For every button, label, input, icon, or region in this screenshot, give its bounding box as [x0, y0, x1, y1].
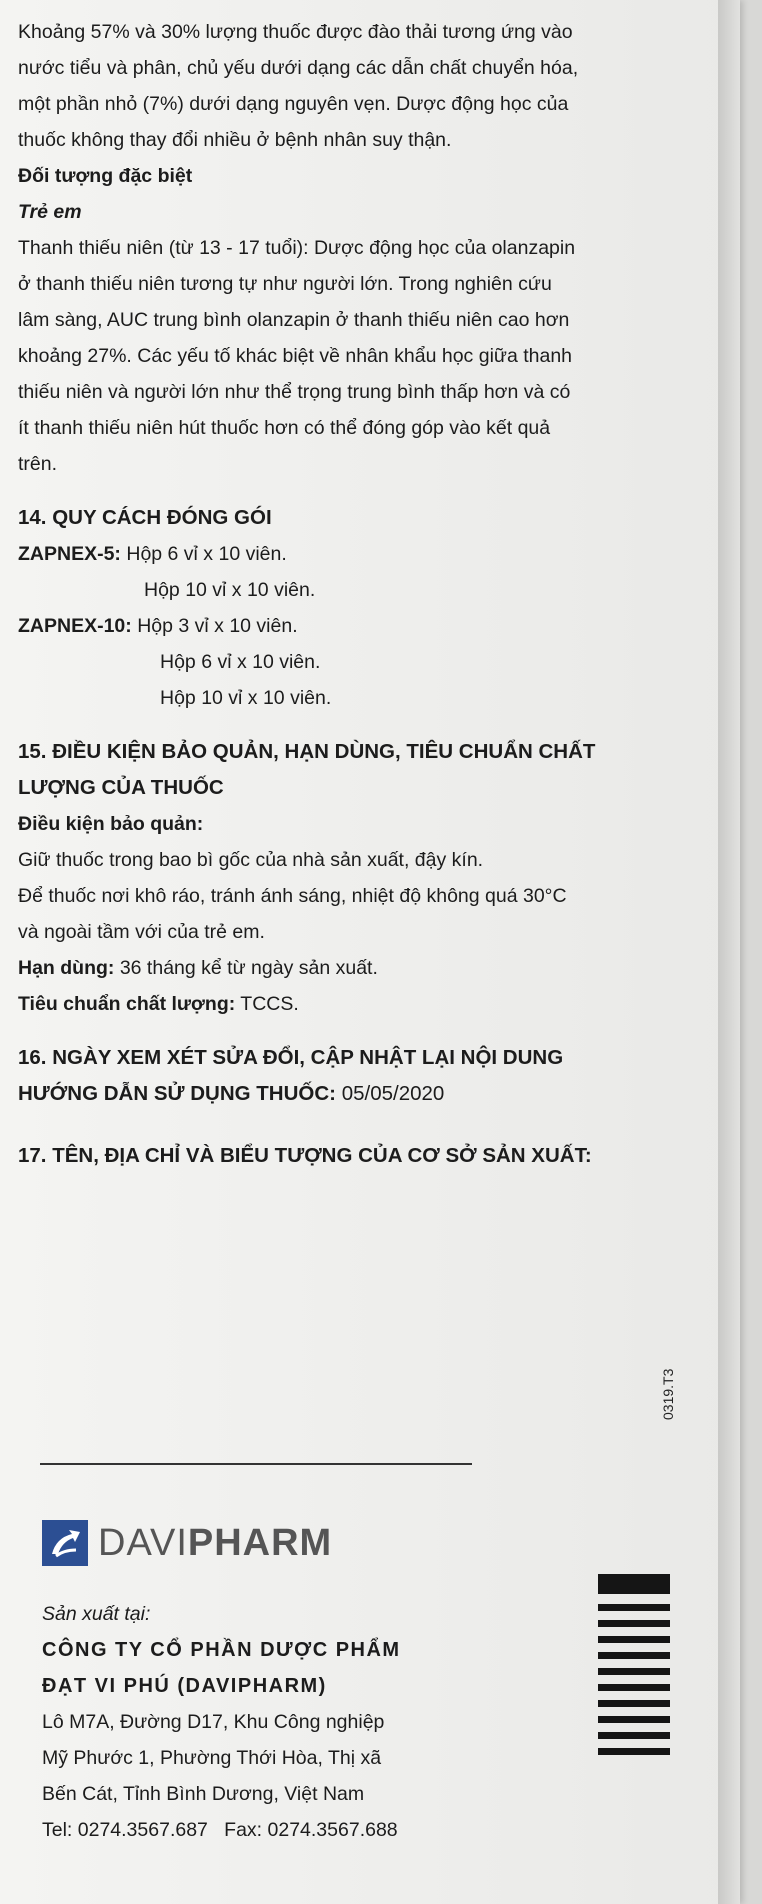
text-line: Khoảng 57% và 30% lượng thuốc được đào thải tương ứng vào [18, 21, 573, 43]
section-16-heading-cont: HƯỚNG DẪN SỬ DỤNG THUỐC: [18, 1082, 336, 1105]
telephone: Tel: 0274.3567.687 [42, 1819, 208, 1841]
text-line: khoảng 27%. Các yếu tố khác biệt về nhân khẩu học giữa thanh [18, 345, 573, 367]
address-line: Bến Cát, Tỉnh Bình Dương, Việt Nam [42, 1783, 365, 1805]
children-subheading: Trẻ em [18, 201, 82, 223]
intro-paragraph [18, 14, 718, 158]
children-paragraph [18, 230, 718, 482]
pack-item: Hộp 6 vỉ x 10 viên. [160, 651, 321, 673]
text-line: Giữ thuốc trong bao bì gốc của nhà sản xuất, đậy kín. [18, 849, 484, 871]
manufacturer-block [42, 1596, 602, 1848]
pack-item: Hộp 10 vỉ x 10 viên. [160, 687, 332, 709]
logo-text-bold: PHARM [187, 1522, 333, 1564]
davipharm-logo [42, 1520, 332, 1566]
fax: Fax: 0274.3567.688 [224, 1819, 398, 1841]
pharmacode-barcode [598, 1574, 670, 1760]
address-line: Mỹ Phước 1, Phường Thới Hòa, Thị xã [42, 1747, 382, 1769]
text-line: thuốc không thay đổi nhiều ở bệnh nhân suy thận. [18, 129, 452, 151]
text-line: lâm sàng, AUC trung bình olanzapin ở thanh thiếu niên cao hơn [18, 309, 570, 331]
company-name: CÔNG TY CỔ PHẦN DƯỢC PHẨM [42, 1639, 401, 1661]
leaflet-content [18, 14, 718, 1174]
storage-label: Điều kiện bảo quản: [18, 813, 204, 835]
text-line: một phần nhỏ (7%) dưới dạng nguyên vẹn. Dược động học của [18, 93, 569, 115]
packaging-zapnex5 [18, 536, 718, 608]
standard-label: Tiêu chuẩn chất lượng: [18, 993, 236, 1015]
text-line: Để thuốc nơi khô ráo, tránh ánh sáng, nhiệt độ không quá 30°C [18, 885, 567, 907]
company-name-cont: ĐẠT VI PHÚ (DAVIPHARM) [42, 1675, 327, 1697]
section-14-heading: 14. QUY CÁCH ĐÓNG GÓI [18, 506, 272, 529]
text-line: và ngoài tầm với của trẻ em. [18, 921, 265, 943]
revision-date: 05/05/2020 [336, 1082, 445, 1105]
zapnex10-label: ZAPNEX-10: [18, 615, 132, 637]
text-line: nước tiểu và phân, chủ yếu dưới dạng các dẫn chất chuyển hóa, [18, 57, 579, 79]
standard-value: TCCS. [235, 993, 299, 1015]
pack-item: Hộp 6 vỉ x 10 viên. [126, 543, 287, 565]
special-populations-heading: Đối tượng đặc biệt [18, 165, 193, 187]
logo-wordmark [98, 1520, 332, 1566]
pack-item: Hộp 3 vỉ x 10 viên. [137, 615, 298, 637]
section-15-heading: 15. ĐIỀU KIỆN BẢO QUẢN, HẠN DÙNG, TIÊU CHUẨN CHẤT [18, 740, 596, 763]
text-line: ít thanh thiếu niên hút thuốc hơn có thể đóng góp vào kết quả [18, 417, 551, 439]
text-line: ở thanh thiếu niên tương tự như người lớn. Trong nghiên cứu [18, 273, 552, 295]
text-line: trên. [18, 453, 58, 475]
address-line: Lô M7A, Đường D17, Khu Công nghiệp [42, 1711, 385, 1733]
davipharm-mark-icon [42, 1520, 88, 1566]
logo-text-light: DAVI [98, 1522, 188, 1564]
paper-edge [718, 0, 740, 1904]
section-16-heading: 16. NGÀY XEM XÉT SỬA ĐỔI, CẬP NHẬT LẠI NỘI DUNG [18, 1046, 564, 1069]
packaging-zapnex10 [18, 608, 718, 716]
expiry-label: Hạn dùng: [18, 957, 115, 979]
section-15-heading-cont: LƯỢNG CỦA THUỐC [18, 776, 224, 799]
section-17-heading: 17. TÊN, ĐỊA CHỈ VÀ BIỂU TƯỢNG CỦA CƠ SỞ SẢN XUẤT: [18, 1144, 592, 1167]
zapnex5-label: ZAPNEX-5: [18, 543, 121, 565]
text-line: Thanh thiếu niên (từ 13 - 17 tuổi): Dược động học của olanzapin [18, 237, 576, 259]
divider-line [40, 1463, 472, 1465]
made-at-label: Sản xuất tại: [42, 1603, 151, 1625]
text-line: thiếu niên và người lớn như thể trọng trung bình thấp hơn và có [18, 381, 571, 403]
pack-item: Hộp 10 vỉ x 10 viên. [144, 579, 316, 601]
document-code: 0319.T3 [660, 1368, 676, 1420]
expiry-value: 36 tháng kể từ ngày sản xuất. [114, 957, 378, 979]
